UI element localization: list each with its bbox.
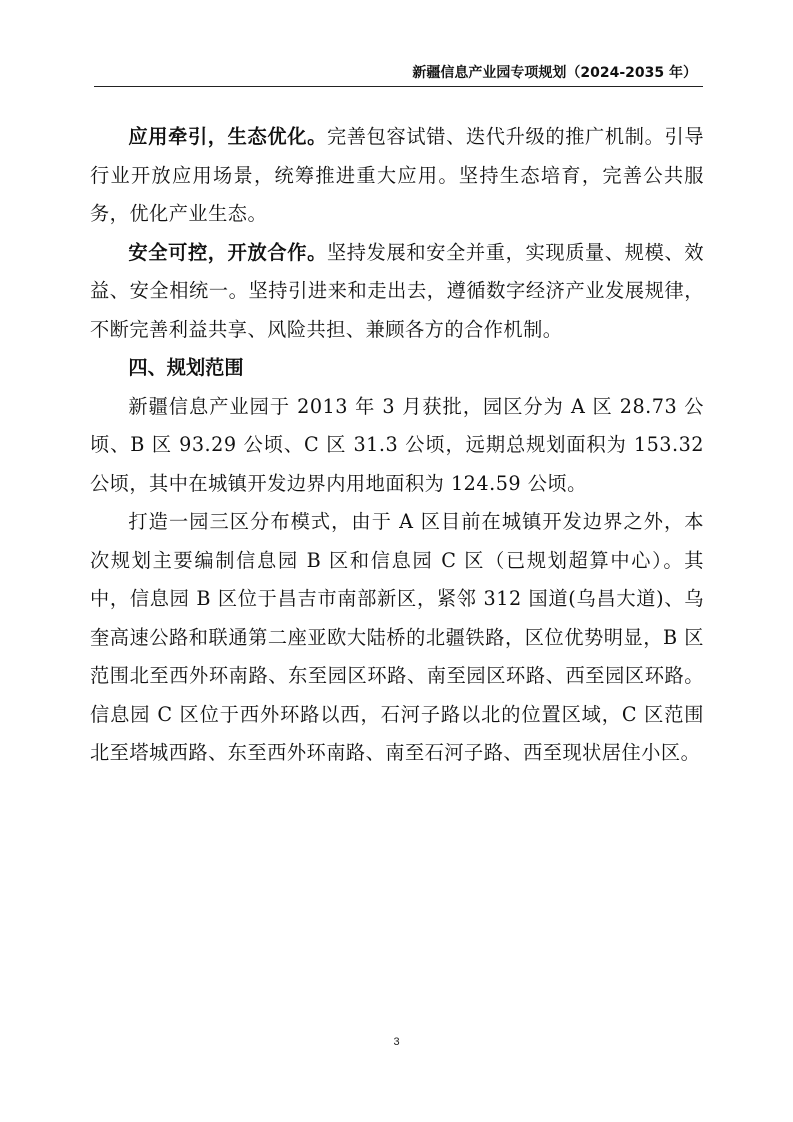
document-title: 新疆信息产业园专项规划（2024-2035 年） (412, 65, 697, 81)
scope-paragraph-2: 打造一园三区分布模式，由于 A 区目前在城镇开发边界之外，本次规划主要编制信息园 B 区和信息园 C 区（已规划超算中心）。其中，信息园 B 区位于昌吉市南部新区，紧邻 312 国道(乌昌大道)、乌奎高速公路和联通第二座亚欧大陆桥的北疆铁路，区位优势明显，B 区范围北至西外环南路、东至园区环路、南至园区环路、西至园区环路。信息园 C 区位于西外环路以西，石河子路以北的位置区域，C 区范围北至塔城西路、东至西外环南路、南至石河子路、西至现状居住小区。 (90, 510, 704, 764)
page-body (90, 118, 704, 773)
principle-application-lead: 应用牵引，生态优化。 (128, 125, 327, 148)
principle-security-paragraph (90, 234, 704, 350)
principle-security-lead: 安全可控，开放合作。 (128, 240, 327, 264)
principle-security-text: 坚持发展和安全并重，实现质量、规模、效益、安全相统一。坚持引进来和走出去，遵循数字经济产业发展规律，不断完善利益共享、风险共担、兼顾各方的合作机制。 (90, 240, 705, 341)
principle-application-text: 完善包容试错、迭代升级的推广机制。引导行业开放应用场景，统筹推进重大应用。坚持生态培育，完善公共服务，优化产业生态。 (90, 125, 705, 225)
header-divider (94, 86, 703, 87)
page-number: 3 (393, 1036, 400, 1048)
scope-paragraph-1: 新疆信息产业园于 2013 年 3 月获批，园区分为 A 区 28.73 公顷、B 区 93.29 公顷、C 区 31.3 公顷，远期总规划面积为 153.32 公顷，其中在城镇开发边界内用地面积为 124.59 公顷。 (90, 394, 704, 495)
principle-application-paragraph (90, 118, 704, 234)
section-heading: 四、规划范围 (128, 356, 244, 379)
